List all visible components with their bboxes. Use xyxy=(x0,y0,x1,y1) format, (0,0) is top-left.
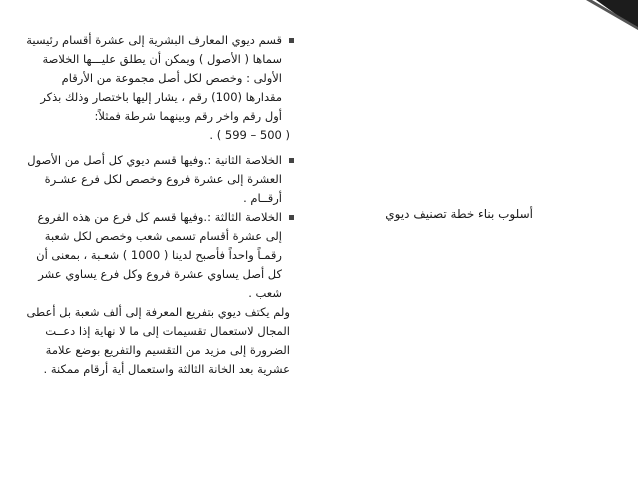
slide-title: أسلوب بناء خطة تصنيف ديوي xyxy=(385,207,533,221)
corner-decoration xyxy=(578,0,638,30)
slide-body xyxy=(22,31,290,379)
paragraph-3 xyxy=(22,208,290,303)
bullet-square-icon xyxy=(289,158,294,163)
bullet-square-icon xyxy=(289,38,294,43)
paragraph-1 xyxy=(22,31,290,126)
paragraph-text: ولم يكتف ديوي بتفريع المعرفة إلى ألف شعبة بل أعطى المجال لاستعمال تقسيمات إلى ما لا نهاية إذا دعــت الضرورة إلى مزيد من التقسيم والتفريع بوضع علامة عشرية بعد الخانة الثالثة واستعمال أية أرقام ممكنة . xyxy=(26,305,290,376)
paragraph-range-example xyxy=(22,126,290,145)
paragraph-text: الخلاصة الثانية :.وفيها قسم ديوي كل أصل من الأصول العشرة إلى عشرة فروع وخصص لكل فرع عشـرة أرقــام . xyxy=(27,153,282,205)
paragraph-text: ( 500 – 599 ) . xyxy=(209,128,290,142)
bullet-square-icon xyxy=(289,215,294,220)
paragraph-4 xyxy=(22,303,290,379)
paragraph-text: الخلاصة الثالثة :.وفيها قسم كل فرع من هذه الفروع إلى عشرة أقسام تسمى شعب وخصص لكل شعبة رقمـاً واحداً فأصبح لدينا ( 1000 ) شعـبة ، بمعنى أن كل أصل يساوي عشرة فروع وكل فرع يساوي عشر شعب . xyxy=(36,210,282,300)
paragraph-2 xyxy=(22,151,290,208)
paragraph-text: قسم ديوي المعارف البشرية إلى عشرة أقسام رئيسية سماها ( الأصول ) ويمكن أن يطلق عليـــها الخلاصة الأولى : وخصص لكل أصل مجموعة من الأرقام مقدارها (100) رقم ، يشار إليها باختصار وذلك بذكر أول رقم واخر رقم وبينهما شرطة فمثلاً: xyxy=(26,33,282,123)
